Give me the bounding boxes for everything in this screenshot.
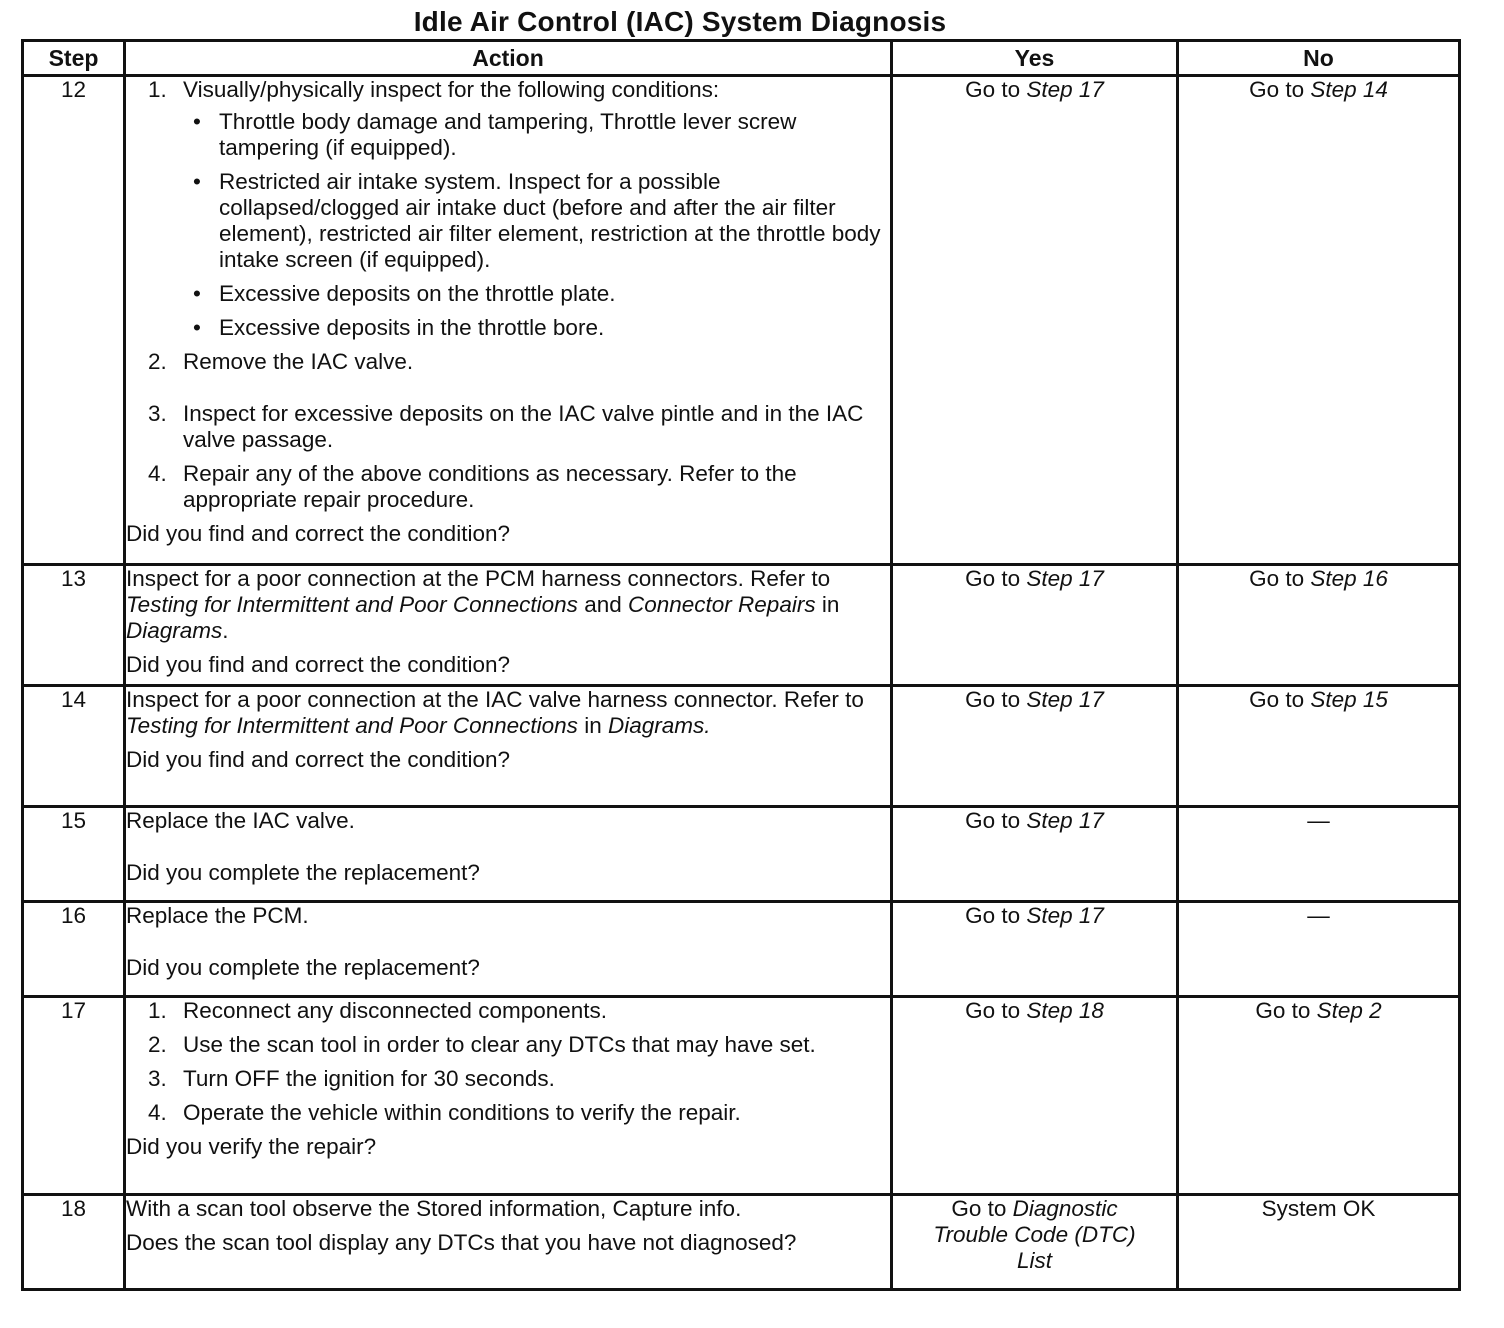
question: Does the scan tool display any DTCs that you have not diagnosed? (126, 1230, 797, 1255)
step-number: 15 (23, 807, 125, 902)
page-title: Idle Air Control (IAC) System Diagnosis (413, 6, 947, 37)
action-text: With a scan tool observe the Stored information, Capture info. (126, 1196, 742, 1221)
question: Did you complete the replacement? (126, 955, 480, 980)
action-text: Inspect for a poor connection at the IAC valve harness connector. Refer to Testing for Intermittent and Poor Connections in Diagrams. (126, 687, 864, 738)
action-text: Inspect for a poor connection at the PCM harness connectors. Refer to Testing for Intermittent and Poor Connections and Connector Repairs in Diagrams. (126, 566, 840, 643)
no-cell: — (1178, 902, 1460, 997)
action-steps (126, 77, 890, 513)
question: Did you find and correct the condition? (126, 521, 510, 546)
question: Did you complete the replacement? (126, 860, 480, 885)
no-cell: Go to Step 16 (1178, 565, 1460, 686)
step-number: 16 (23, 902, 125, 997)
no-cell: — (1178, 807, 1460, 902)
no-cell: Go to Step 14 (1178, 76, 1460, 565)
list-item: 1. Reconnect any disconnected components. (148, 998, 608, 1023)
condition-bullets (183, 109, 890, 341)
step-reference: Step 17 (1026, 77, 1104, 102)
table-row-step-17 (23, 997, 1460, 1195)
action-cell (125, 76, 892, 565)
action-steps (126, 998, 890, 1126)
list-item: 2. Remove the IAC valve. (148, 349, 414, 374)
yes-cell: Go to Step 17 (892, 565, 1178, 686)
step-number: 18 (23, 1195, 125, 1290)
header-step: Step (23, 41, 125, 76)
header-yes: Yes (892, 41, 1178, 76)
no-cell: Go to Step 2 (1178, 997, 1460, 1195)
step-number: 13 (23, 565, 125, 686)
list-item: 3. Inspect for excessive deposits on the IAC valve pintle and in the IAC valve passage. (148, 401, 864, 452)
yes-cell: Go to Step 17 (892, 807, 1178, 902)
step-number: 17 (23, 997, 125, 1195)
list-item: 1. Visually/physically inspect for the following conditions: • Throttle body damage and tampering, Throttle lever screw tampering (if equipped). • Restricted air intake system. Inspect for a possible collapsed/clogged air intake duct (before and after the air filter element), restricted air filter element, restriction at the throttle body intake screen (if equipped). • Excessive deposits on the throttle plate. • Excessive deposits in the throttle bore. (126, 77, 890, 341)
list-item: 2. Use the scan tool in order to clear any DTCs that may have set. (148, 1032, 816, 1057)
bullet-item: • Excessive deposits in the throttle bore. (183, 315, 890, 341)
step-number: 12 (23, 76, 125, 565)
table-row-step-12 (23, 76, 1460, 565)
list-item: 4. Operate the vehicle within conditions to verify the repair. (148, 1100, 741, 1125)
table-row-step-14 (23, 686, 1460, 807)
action-cell (125, 565, 892, 686)
action-text: Replace the PCM. (126, 903, 309, 928)
bullet-item: • Throttle body damage and tampering, Throttle lever screw tampering (if equipped). (183, 109, 890, 161)
action-text: Replace the IAC valve. (126, 808, 355, 833)
step-number: 14 (23, 686, 125, 807)
bullet-item: • Restricted air intake system. Inspect for a possible collapsed/clogged air intake duct (before and after the air filter element), restricted air filter element, restriction at the throttle body intake screen (if equipped). (183, 169, 890, 273)
no-cell: System OK (1178, 1195, 1460, 1290)
table-row-step-16 (23, 902, 1460, 997)
table-row-step-18 (23, 1195, 1460, 1290)
action-cell (125, 1195, 892, 1290)
table-row-step-13 (23, 565, 1460, 686)
diagnosis-table (21, 39, 1461, 1291)
bullet-item: • Excessive deposits on the throttle plate. (183, 281, 890, 307)
list-item: 4. Repair any of the above conditions as necessary. Refer to the appropriate repair procedure. (148, 461, 797, 512)
list-item: 3. Turn OFF the ignition for 30 seconds. (148, 1066, 555, 1091)
question: Did you find and correct the condition? (126, 652, 510, 677)
step-reference: Step 14 (1310, 77, 1388, 102)
question: Did you verify the repair? (126, 1134, 377, 1159)
action-cell (125, 807, 892, 902)
action-cell (125, 902, 892, 997)
yes-cell: Go to Diagnostic Trouble Code (DTC) List (892, 1195, 1178, 1290)
header-action: Action (125, 41, 892, 76)
question: Did you find and correct the condition? (126, 747, 510, 772)
header-row (23, 41, 1460, 76)
no-cell: Go to Step 15 (1178, 686, 1460, 807)
action-cell (125, 997, 892, 1195)
yes-cell: Go to Step 17 (892, 902, 1178, 997)
yes-cell: Go to Step 18 (892, 997, 1178, 1195)
table-row-step-15 (23, 807, 1460, 902)
action-cell (125, 686, 892, 807)
header-no: No (1178, 41, 1460, 76)
yes-cell: Go to Step 17 (892, 686, 1178, 807)
yes-cell: Go to Step 17 (892, 76, 1178, 565)
